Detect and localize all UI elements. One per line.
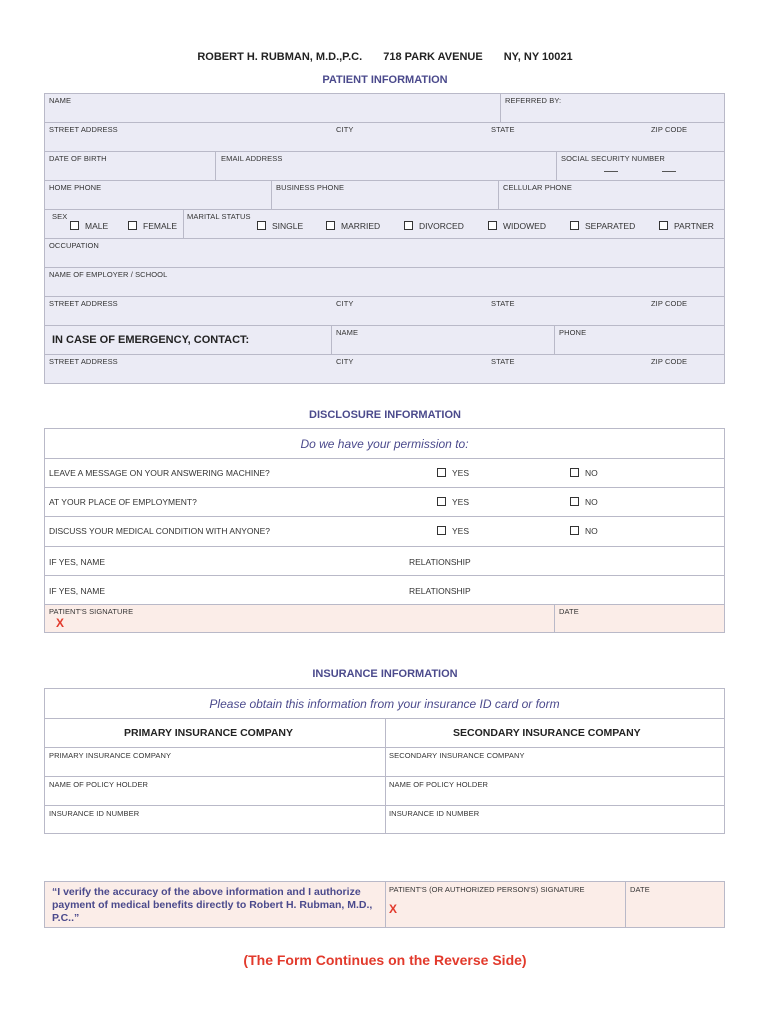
patient-signature-label: PATIENT'S SIGNATURE bbox=[49, 607, 134, 616]
if-yes-row-1 bbox=[45, 547, 724, 576]
practice-header bbox=[0, 51, 770, 63]
city-label: CITY bbox=[336, 125, 354, 134]
primary-id-label: INSURANCE ID NUMBER bbox=[49, 809, 140, 818]
secondary-insurance-head: SECONDARY INSURANCE COMPANY bbox=[453, 727, 641, 739]
male-text: MALE bbox=[85, 221, 109, 231]
if-yes-name-1: IF YES, NAME bbox=[49, 557, 106, 567]
disclosure-row-3 bbox=[45, 517, 724, 547]
row-employer bbox=[45, 268, 724, 297]
employer-street-label: STREET ADDRESS bbox=[49, 299, 118, 308]
employer-city-label: CITY bbox=[336, 299, 354, 308]
q3-no-checkbox[interactable] bbox=[570, 526, 579, 535]
if-yes-row-2 bbox=[45, 576, 724, 605]
verification-statement: “I verify the accuracy of the above information and I authorize payment of medical benefits directly to Robert H. Rubman, M.D., P.C..” bbox=[52, 886, 373, 924]
disclosure-row-2 bbox=[45, 488, 724, 517]
q2-yes-text: YES bbox=[452, 497, 470, 507]
emergency-label: IN CASE OF EMERGENCY, CONTACT: bbox=[52, 334, 250, 346]
business-phone-label: BUSINESS PHONE bbox=[276, 183, 345, 192]
insurance-box bbox=[44, 688, 725, 834]
single-checkbox[interactable] bbox=[257, 221, 266, 230]
insurance-company-row bbox=[45, 748, 724, 777]
verification-box bbox=[44, 881, 725, 928]
q3-yes-text: YES bbox=[452, 526, 470, 536]
marital-status-label: MARITAL STATUS bbox=[187, 212, 251, 221]
signature-row bbox=[45, 605, 724, 632]
q2-no[interactable] bbox=[570, 497, 598, 507]
signature-date-label: DATE bbox=[559, 607, 579, 616]
row-phones bbox=[45, 181, 724, 210]
q2-yes[interactable] bbox=[437, 497, 469, 507]
emergency-name-label: NAME bbox=[336, 328, 359, 337]
primary-policy-holder-label: NAME OF POLICY HOLDER bbox=[49, 780, 149, 789]
emergency-phone-label: PHONE bbox=[559, 328, 587, 337]
relationship-2: RELATIONSHIP bbox=[409, 586, 471, 596]
disclosure-box bbox=[44, 428, 725, 633]
cell-phone-label: CELLULAR PHONE bbox=[503, 183, 572, 192]
relationship-1: RELATIONSHIP bbox=[409, 557, 471, 567]
row-dob bbox=[45, 152, 724, 181]
q1-text: LEAVE A MESSAGE ON YOUR ANSWERING MACHINE? bbox=[49, 468, 270, 478]
email-label: EMAIL ADDRESS bbox=[221, 154, 283, 163]
row-street bbox=[45, 123, 724, 152]
authorized-signature-label: PATIENT'S (OR AUTHORIZED PERSON'S) SIGNATURE bbox=[389, 885, 585, 894]
single-option[interactable] bbox=[257, 221, 303, 231]
married-text: MARRIED bbox=[341, 221, 381, 231]
male-option[interactable] bbox=[70, 221, 108, 231]
occupation-label: OCCUPATION bbox=[49, 241, 99, 250]
disclosure-question-row bbox=[45, 429, 724, 459]
row-employer-address bbox=[45, 297, 724, 326]
divorced-option[interactable] bbox=[404, 221, 464, 231]
male-checkbox[interactable] bbox=[70, 221, 79, 230]
referred-by-label: REFERRED BY: bbox=[505, 96, 562, 105]
insurance-instructions-row bbox=[45, 689, 724, 719]
widowed-text: WIDOWED bbox=[503, 221, 546, 231]
divorced-text: DIVORCED bbox=[419, 221, 464, 231]
row-occupation bbox=[45, 239, 724, 268]
disclosure-question: Do we have your permission to: bbox=[300, 437, 469, 451]
sex-label: SEX bbox=[52, 212, 68, 221]
q3-no-text: NO bbox=[585, 526, 598, 536]
insurance-title: INSURANCE INFORMATION bbox=[312, 668, 458, 680]
primary-company-label: PRIMARY INSURANCE COMPANY bbox=[49, 751, 172, 760]
q3-yes-checkbox[interactable] bbox=[437, 526, 446, 535]
emergency-state-label: STATE bbox=[491, 357, 515, 366]
practice-city: NY, NY 10021 bbox=[503, 51, 573, 63]
married-checkbox[interactable] bbox=[326, 221, 335, 230]
partner-option[interactable] bbox=[659, 221, 714, 231]
q2-no-checkbox[interactable] bbox=[570, 497, 579, 506]
q1-no[interactable] bbox=[570, 468, 598, 478]
emergency-zip-label: ZIP CODE bbox=[651, 357, 688, 366]
q2-text: AT YOUR PLACE OF EMPLOYMENT? bbox=[49, 497, 197, 507]
employer-label: NAME OF EMPLOYER / SCHOOL bbox=[49, 270, 168, 279]
practice-name: ROBERT H. RUBMAN, M.D.,P.C. bbox=[197, 51, 363, 63]
patient-info-box bbox=[44, 93, 725, 384]
row-emergency bbox=[45, 326, 724, 355]
patient-info-title: PATIENT INFORMATION bbox=[322, 74, 448, 86]
q2-no-text: NO bbox=[585, 497, 598, 507]
female-text: FEMALE bbox=[143, 221, 178, 231]
dob-label: DATE OF BIRTH bbox=[49, 154, 107, 163]
policy-holder-row bbox=[45, 777, 724, 806]
street-label: STREET ADDRESS bbox=[49, 125, 118, 134]
q1-yes[interactable] bbox=[437, 468, 469, 478]
separated-text: SEPARATED bbox=[585, 221, 636, 231]
ssn-label: SOCIAL SECURITY NUMBER bbox=[561, 154, 665, 163]
partner-text: PARTNER bbox=[674, 221, 714, 231]
partner-checkbox[interactable] bbox=[659, 221, 668, 230]
q3-no[interactable] bbox=[570, 526, 598, 536]
separated-option[interactable] bbox=[570, 221, 635, 231]
verification-date-label: DATE bbox=[630, 885, 650, 894]
widowed-checkbox[interactable] bbox=[488, 221, 497, 230]
widowed-option[interactable] bbox=[488, 221, 546, 231]
authorized-signature-x-mark: X bbox=[389, 902, 398, 916]
zip-label: ZIP CODE bbox=[651, 125, 688, 134]
q1-yes-checkbox[interactable] bbox=[437, 468, 446, 477]
q2-yes-checkbox[interactable] bbox=[437, 497, 446, 506]
form-continues-note: (The Form Continues on the Reverse Side) bbox=[243, 952, 527, 968]
primary-insurance-head: PRIMARY INSURANCE COMPANY bbox=[124, 727, 293, 739]
practice-address: 718 PARK AVENUE bbox=[383, 51, 483, 63]
row-name bbox=[45, 94, 724, 123]
q1-no-text: NO bbox=[585, 468, 598, 478]
if-yes-name-2: IF YES, NAME bbox=[49, 586, 106, 596]
q3-text: DISCUSS YOUR MEDICAL CONDITION WITH ANYONE? bbox=[49, 526, 271, 536]
disclosure-title: DISCLOSURE INFORMATION bbox=[309, 409, 461, 421]
divorced-checkbox[interactable] bbox=[404, 221, 413, 230]
secondary-policy-holder-label: NAME OF POLICY HOLDER bbox=[389, 780, 489, 789]
secondary-company-label: SECONDARY INSURANCE COMPANY bbox=[389, 751, 525, 760]
female-option[interactable] bbox=[128, 221, 177, 231]
disclosure-row-1 bbox=[45, 459, 724, 488]
insurance-id-row bbox=[45, 806, 724, 835]
married-option[interactable] bbox=[326, 221, 380, 231]
q1-no-checkbox[interactable] bbox=[570, 468, 579, 477]
signature-x-mark: X bbox=[56, 616, 65, 630]
insurance-instructions: Please obtain this information from your insurance ID card or form bbox=[209, 697, 560, 711]
single-text: SINGLE bbox=[272, 221, 304, 231]
row-emergency-address bbox=[45, 355, 724, 384]
state-label: STATE bbox=[491, 125, 515, 134]
q1-yes-text: YES bbox=[452, 468, 470, 478]
emergency-street-label: STREET ADDRESS bbox=[49, 357, 118, 366]
employer-zip-label: ZIP CODE bbox=[651, 299, 688, 308]
name-label: NAME bbox=[49, 96, 72, 105]
secondary-id-label: INSURANCE ID NUMBER bbox=[389, 809, 480, 818]
employer-state-label: STATE bbox=[491, 299, 515, 308]
female-checkbox[interactable] bbox=[128, 221, 137, 230]
emergency-city-label: CITY bbox=[336, 357, 354, 366]
separated-checkbox[interactable] bbox=[570, 221, 579, 230]
insurance-heads-row bbox=[45, 719, 724, 748]
q3-yes[interactable] bbox=[437, 526, 469, 536]
home-phone-label: HOME PHONE bbox=[49, 183, 102, 192]
row-sex-marital bbox=[45, 210, 724, 239]
